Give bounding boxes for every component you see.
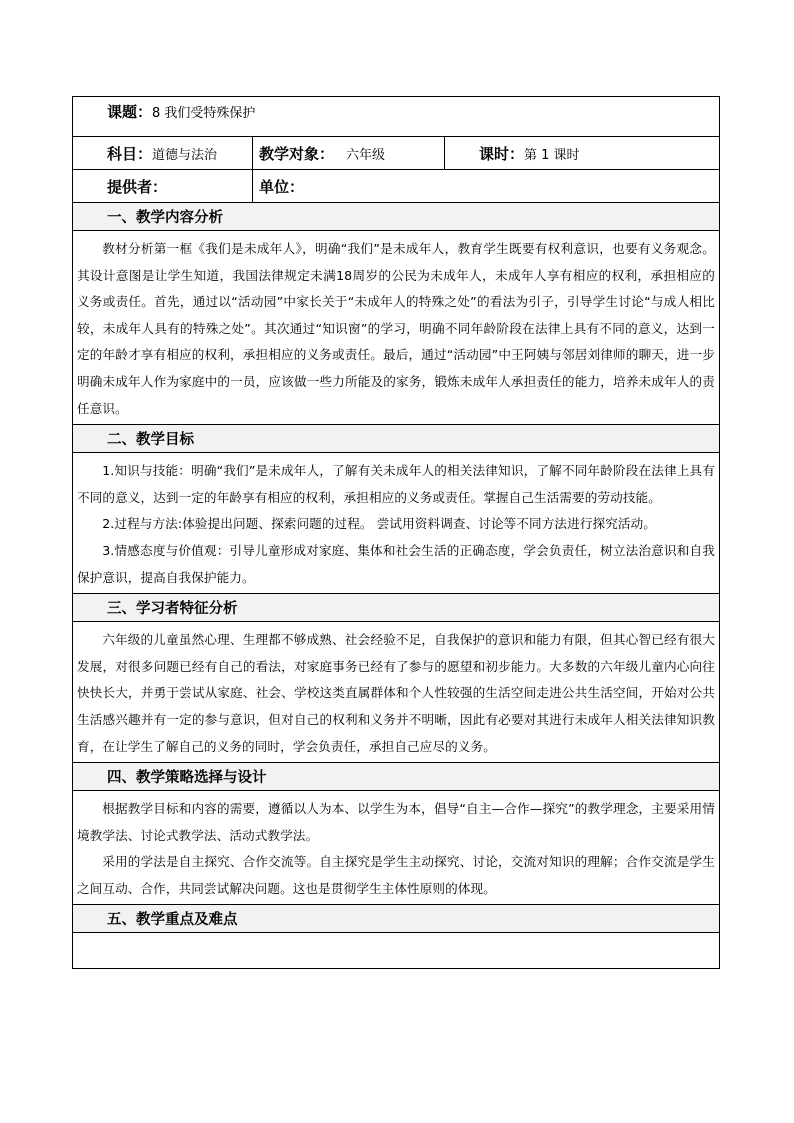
info-row xyxy=(73,137,719,170)
section-body xyxy=(73,791,719,905)
section-body-empty xyxy=(73,933,719,968)
lesson-title-row xyxy=(73,97,719,137)
lesson-title-label: 课题： xyxy=(107,103,153,121)
audience-label: 教学对象： xyxy=(259,144,335,163)
section-heading: 二、教学目标 xyxy=(73,425,719,453)
provider-row xyxy=(73,170,719,203)
section-paragraph: 1.知识与技能：明确“我们”是未成年人，了解有关未成年人的相关法律知识，了解不同年龄阶段在法律上具有不同的意义，达到一定的年龄享有相应的权利，承担相应的义务或责任。掌握自己生活需要的劳动技能。 xyxy=(77,463,715,505)
period-label: 课时： xyxy=(479,144,525,163)
section-heading: 五、教学重点及难点 xyxy=(73,905,719,933)
section-body xyxy=(73,453,719,594)
section-paragraph: 3.情感态度与价值观：引导儿童形成对家庭、集体和社会生活的正确态度，学会负责任，树立法治意识和自我保护意识，提高自我保护能力。 xyxy=(77,542,715,585)
section-paragraph: 2.过程与方法:体验提出问题、探索问题的过程。 尝试用资料调查、讨论等不同方法进行探究活动。 xyxy=(102,516,656,532)
section-paragraph: 根据教学目标和内容的需要，遵循以人为本、以学生为本，倡导“自主—合作—探究”的教学理念，主要采用情境教学法、讨论式教学法、活动式教学法。 xyxy=(77,801,715,843)
lesson-plan-table xyxy=(72,96,720,969)
section-body xyxy=(73,231,719,425)
provider-cell xyxy=(73,170,253,202)
period-value: 第 1 课时 xyxy=(524,147,580,163)
lesson-title-value: 8 我们受特殊保护 xyxy=(152,106,256,121)
period-cell xyxy=(445,137,719,169)
unit-label: 单位： xyxy=(259,177,305,196)
provider-label: 提供者： xyxy=(107,177,168,196)
unit-cell xyxy=(253,170,719,202)
audience-value: 六年级 xyxy=(346,147,386,163)
subject-label: 科目： xyxy=(107,144,153,163)
section-heading: 一、教学内容分析 xyxy=(73,203,719,231)
subject-cell xyxy=(73,137,253,169)
subject-value: 道德与法治 xyxy=(152,147,218,163)
section-paragraph: 六年级的儿童虽然心理、生理都不够成熟、社会经验不足，自我保护的意识和能力有限，但其心智已经有很大发展，对很多问题已经有自己的看法，对家庭事务已经有了参与的愿望和初步能力。大多数的六年级儿童内心向往快快长大，并勇于尝试从家庭、社会、学校这类直属群体和个人性较强的生活空间走进公共生活空间，开始对公共生活感兴趣并有一定的参与意识，但对自己的权利和义务并不明晰，因此有必要对其进行未成年人相关法律知识教育，在让学生了解自己的义务的同时，学会负责任，承担自己应尽的义务。 xyxy=(77,632,715,754)
section-paragraph: 教材分析第一框《我们是未成年人》，明确“我们”是未成年人，教育学生既要有权利意识，也要有义务观念。其设计意图是让学生知道，我国法律规定未满18周岁的公民为未成年人，未成年人享有相应的权利，承担相应的义务或责任。首先，通过以“活动园”中家长关于“未成年人的特殊之处”的看法为引子，引导学生讨论“与成人相比较，未成年人具有的特殊之处”。其次通过“知识窗”的学习，明确不同年龄阶段在法律上具有不同的意义，达到一定的年龄才享有相应的权利，承担相应的义务或责任。最后，通过“活动园”中王阿姨与邻居刘律师的聊天，进一步明确未成年人作为家庭中的一员，应该做一些力所能及的家务，锻炼未成年人承担责任的能力，培养未成年人的责任意识。 xyxy=(77,241,715,416)
section-heading: 四、教学策略选择与设计 xyxy=(73,763,719,791)
audience-cell xyxy=(253,137,445,169)
section-body xyxy=(73,622,719,763)
section-paragraph: 采用的学法是自主探究、合作交流等。自主探究是学生主动探究、讨论，交流对知识的理解；合作交流是学生之间互动、合作，共同尝试解决问题。这也是贯彻学生主体性原则的体现。 xyxy=(77,854,715,896)
section-heading: 三、学习者特征分析 xyxy=(73,594,719,622)
